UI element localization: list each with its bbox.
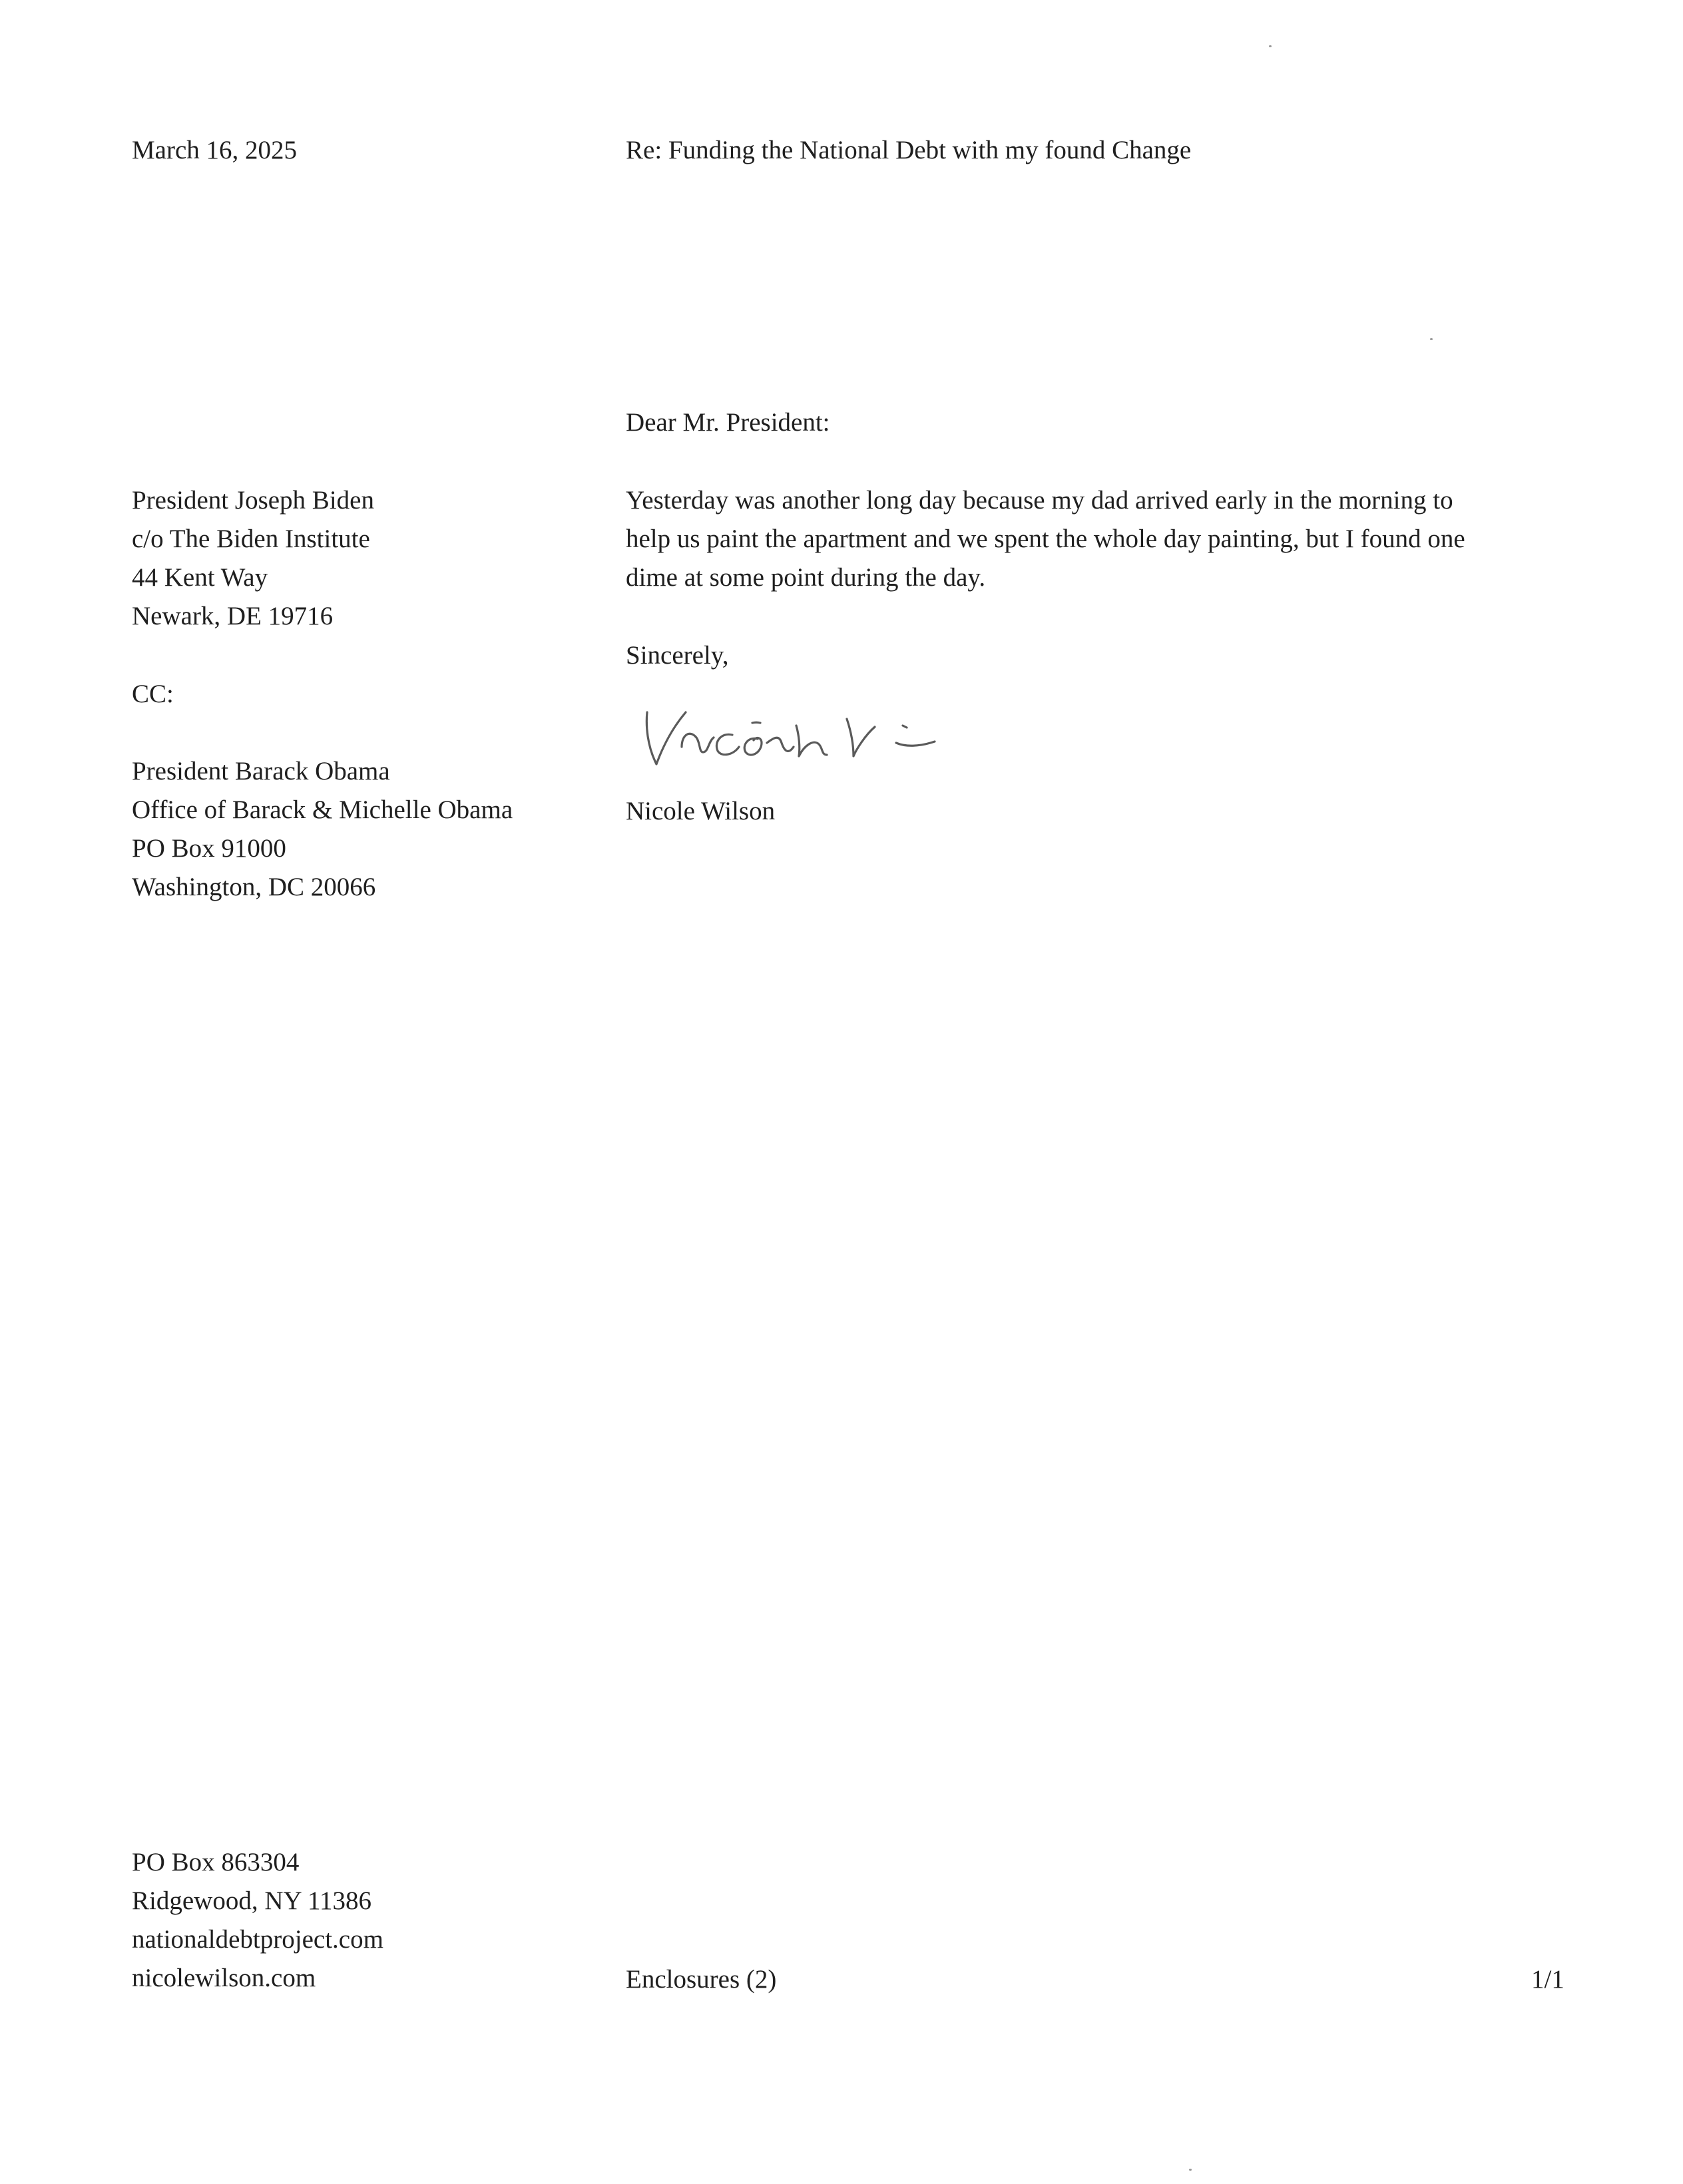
recipient-street: 44 Kent Way xyxy=(132,563,268,592)
scan-speck xyxy=(1430,338,1433,340)
recipient-city: Newark, DE 19716 xyxy=(132,602,334,630)
enclosures-note: Enclosures (2) xyxy=(626,1965,777,1994)
body-line: Yesterday was another long day because my dad arrived early in the morning to xyxy=(626,486,1453,515)
recipient-address xyxy=(132,481,374,636)
signer-name: Nicole Wilson xyxy=(626,797,776,825)
page-number: 1/1 xyxy=(1531,1965,1564,1994)
return-po-box: PO Box 863304 xyxy=(132,1848,300,1876)
return-website-personal: nicolewilson.com xyxy=(132,1964,316,1992)
return-city: Ridgewood, NY 11386 xyxy=(132,1886,372,1915)
body-line: help us paint the apartment and we spent the whole day painting, but I found one xyxy=(626,525,1465,553)
cc-recipient-po-box: PO Box 91000 xyxy=(132,834,286,863)
scan-speck xyxy=(1189,2169,1192,2171)
recipient-name: President Joseph Biden xyxy=(132,486,374,515)
cc-recipient-city: Washington, DC 20066 xyxy=(132,873,376,901)
return-website-project: nationaldebtproject.com xyxy=(132,1925,383,1954)
closing: Sincerely, xyxy=(626,641,729,670)
letter-body xyxy=(626,481,1465,597)
cc-recipient-organization: Office of Barack & Michelle Obama xyxy=(132,795,513,824)
cc-recipient-name: President Barack Obama xyxy=(132,757,390,785)
handwritten-signature xyxy=(639,686,985,785)
return-address xyxy=(132,1843,383,1998)
body-line: dime at some point during the day. xyxy=(626,563,986,592)
cc-label: CC: xyxy=(132,680,174,708)
recipient-organization: c/o The Biden Institute xyxy=(132,525,370,553)
letter-date: March 16, 2025 xyxy=(132,136,298,164)
cc-recipient-address xyxy=(132,752,513,907)
salutation: Dear Mr. President: xyxy=(626,408,830,437)
scan-speck xyxy=(1269,45,1272,47)
subject-line: Re: Funding the National Debt with my found Change xyxy=(626,136,1192,164)
